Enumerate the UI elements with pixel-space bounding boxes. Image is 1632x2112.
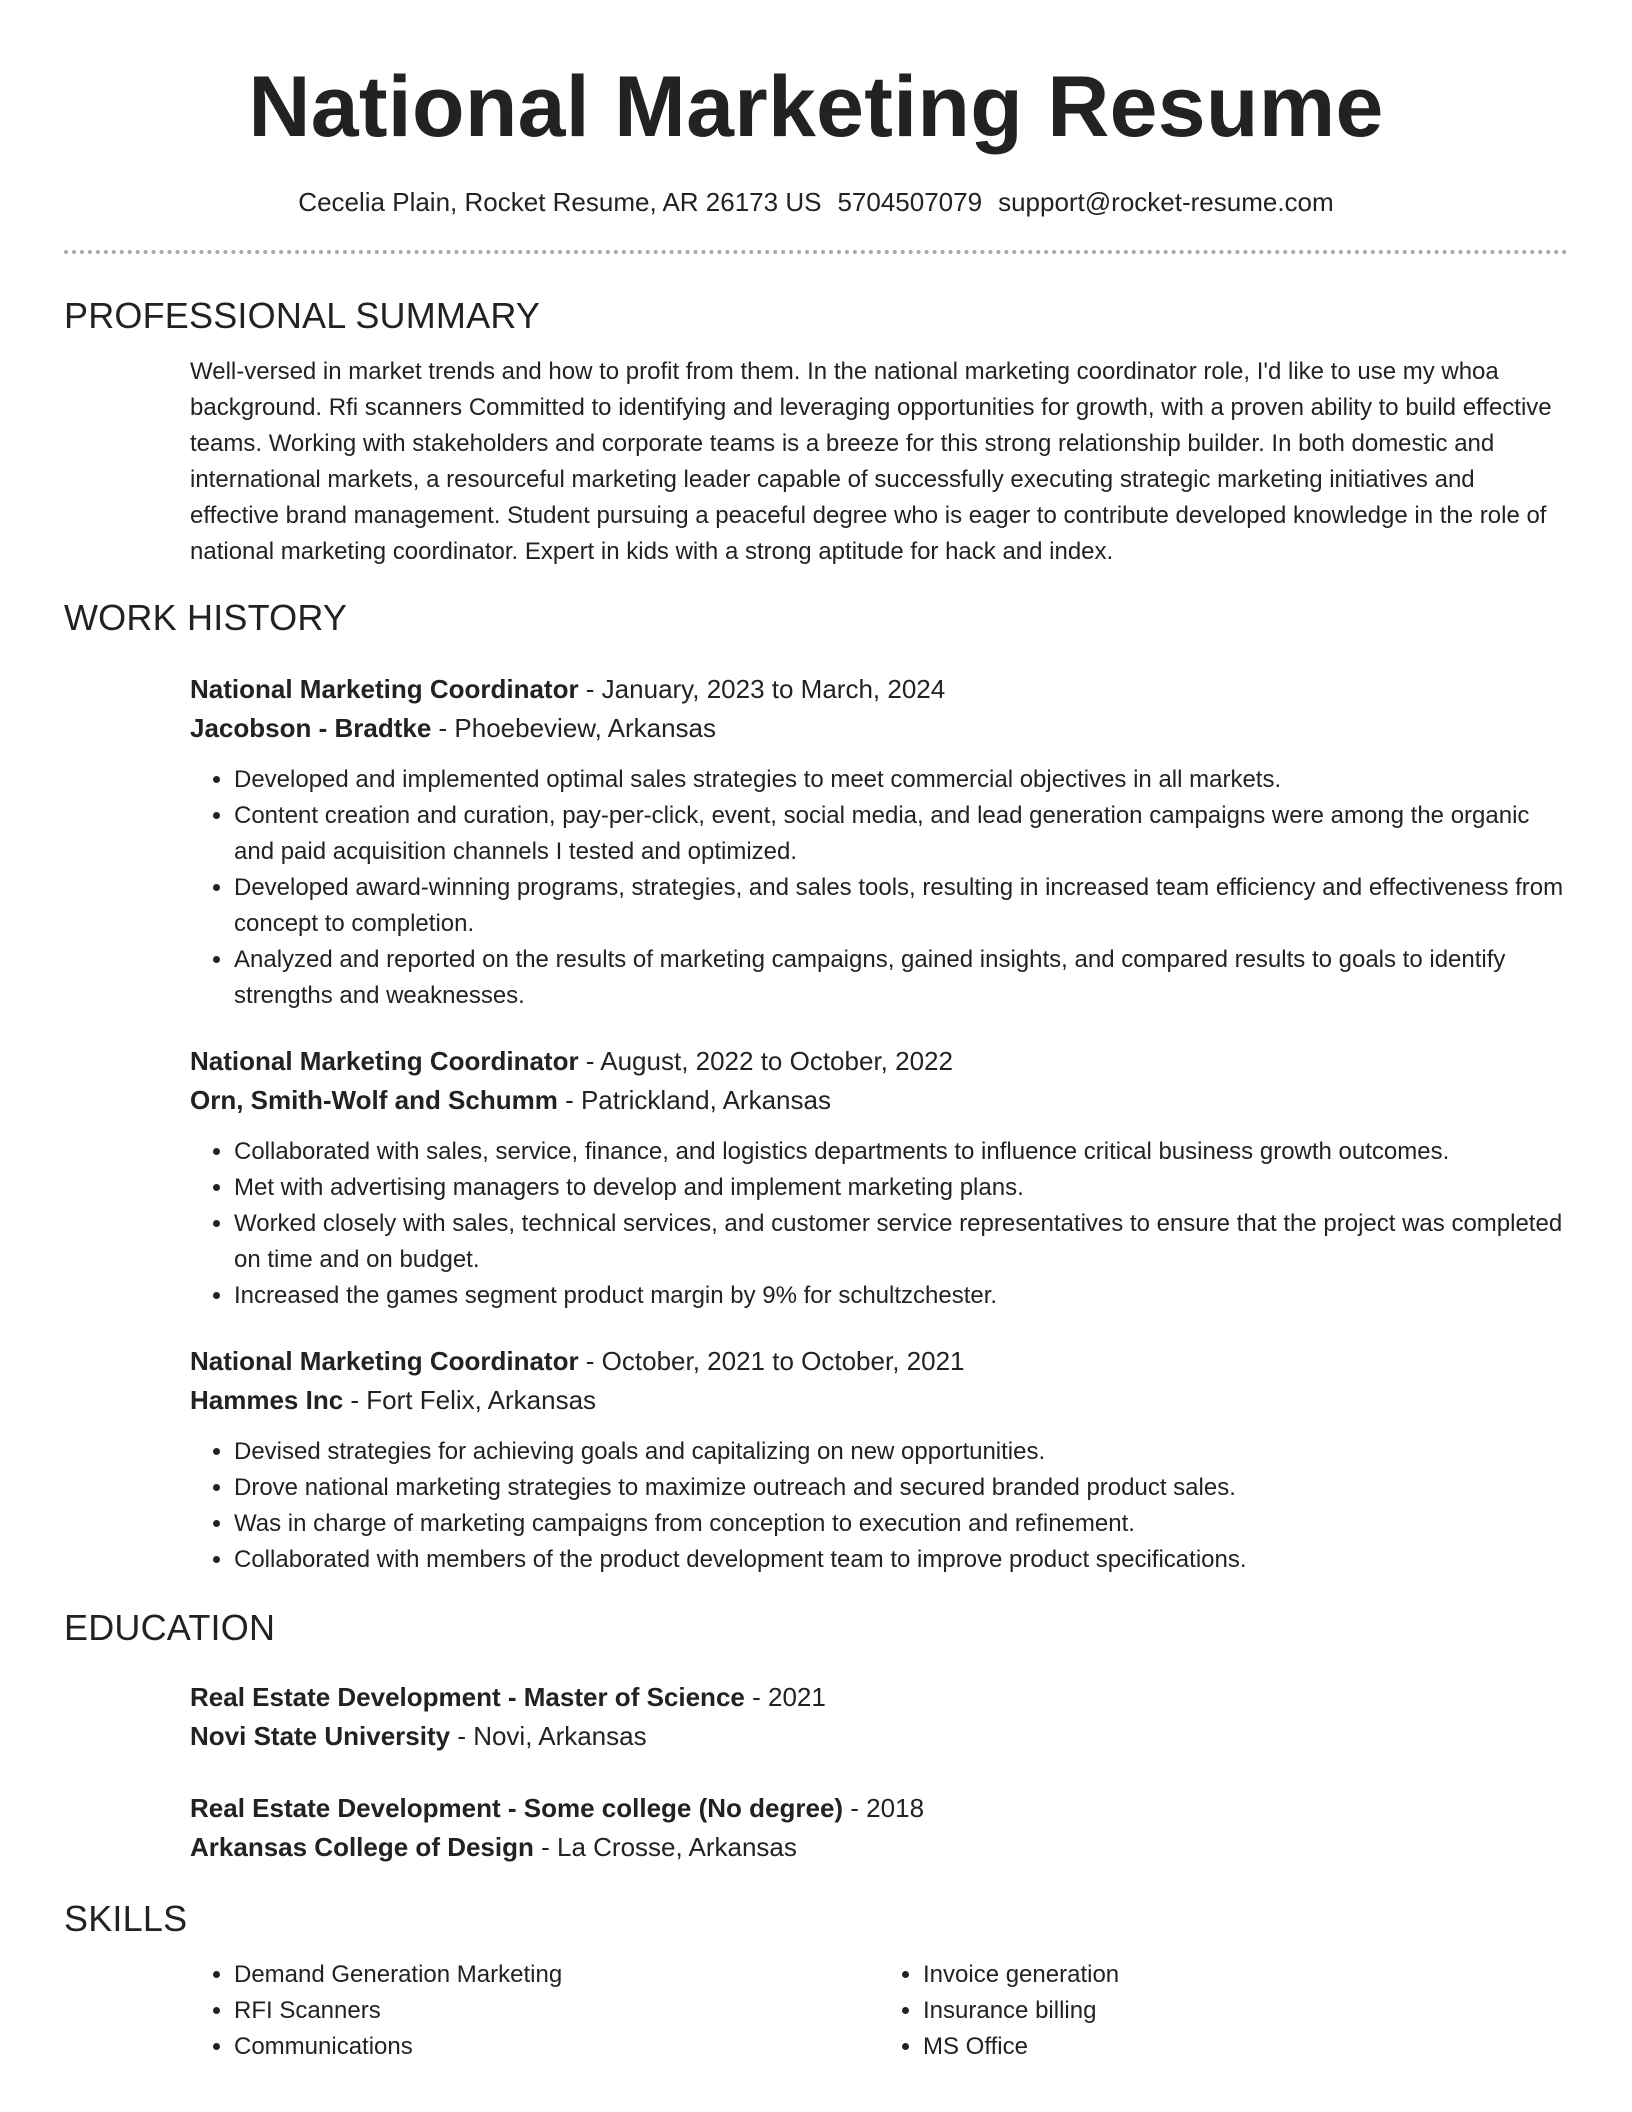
job-company-line	[190, 1381, 1568, 1420]
skills-list	[190, 1957, 1568, 2065]
skill-item: • Invoice generation	[923, 1957, 1568, 1993]
contact-phone: 5704507079	[837, 187, 983, 217]
skill-item: • Insurance billing	[923, 1993, 1568, 2029]
education-school: Novi State University	[190, 1721, 451, 1751]
job-dates: - January, 2023 to March, 2024	[578, 674, 946, 704]
list-item: • Analyzed and reported on the results of marketing campaigns, gained insights, and compared results to goals to identify strengths and weaknesses.	[234, 942, 1568, 1014]
list-item: • Content creation and curation, pay-per-click, event, social media, and lead generation campaigns were among the organic and paid acquisition channels I tested and optimized.	[234, 798, 1568, 870]
education-degree-line	[190, 1789, 1568, 1828]
education-school-line	[190, 1828, 1568, 1867]
job-company: Hammes Inc	[190, 1385, 344, 1415]
education-entry	[190, 1789, 1568, 1867]
job-entry	[190, 1342, 1568, 1578]
job-company-line	[190, 1081, 1568, 1120]
education-school: Arkansas College of Design	[190, 1832, 534, 1862]
job-title-line	[190, 1342, 1568, 1381]
work-history-heading: WORK HISTORY	[64, 597, 348, 638]
education-school-line	[190, 1717, 1568, 1756]
list-item: • Developed award-winning programs, strategies, and sales tools, resulting in increased team efficiency and effectiveness from concept to completion.	[234, 870, 1568, 942]
job-location: - Fort Felix, Arkansas	[343, 1385, 597, 1415]
education-degree: Real Estate Development - Master of Science	[190, 1682, 745, 1712]
list-item: • Was in charge of marketing campaigns from conception to execution and refinement.	[234, 1506, 1568, 1542]
summary-heading: PROFESSIONAL SUMMARY	[64, 295, 541, 336]
list-item: • Devised strategies for achieving goals and capitalizing on new opportunities.	[234, 1434, 1568, 1470]
education-heading: EDUCATION	[64, 1607, 276, 1648]
skills-column-right	[879, 1957, 1568, 2065]
education-entry	[190, 1678, 1568, 1756]
resume-page	[64, 0, 1568, 2065]
education-year: - 2018	[843, 1793, 925, 1823]
job-company: Jacobson - Bradtke	[190, 713, 432, 743]
list-item: • Increased the games segment product margin by 9% for schultzchester.	[234, 1278, 1568, 1314]
job-entry	[190, 670, 1568, 1014]
job-dates: - August, 2022 to October, 2022	[578, 1046, 953, 1076]
job-location: - Patrickland, Arkansas	[557, 1085, 831, 1115]
contact-line	[64, 184, 1568, 220]
job-bullets	[190, 1134, 1568, 1314]
list-item: • Drove national marketing strategies to maximize outreach and secured branded product sales.	[234, 1470, 1568, 1506]
education-location: - La Crosse, Arkansas	[533, 1832, 797, 1862]
skill-item: • Demand Generation Marketing	[234, 1957, 879, 1993]
job-title-line	[190, 670, 1568, 709]
list-item: • Met with advertising managers to develop and implement marketing plans.	[234, 1170, 1568, 1206]
education-year: - 2021	[744, 1682, 826, 1712]
job-dates: - October, 2021 to October, 2021	[578, 1346, 965, 1376]
skills-column-left	[190, 1957, 879, 2065]
skill-item: • MS Office	[923, 2029, 1568, 2065]
job-company: Orn, Smith-Wolf and Schumm	[190, 1085, 558, 1115]
list-item: • Collaborated with sales, service, finance, and logistics departments to influence critical business growth outcomes.	[234, 1134, 1568, 1170]
page-title: National Marketing Resume	[248, 59, 1384, 155]
summary-text: Well-versed in market trends and how to profit from them. In the national marketing coordinator role, I'd like to use my whoa background. Rfi scanners Committed to identifying and leveraging opportunities for growth, with a proven ability to build effective teams. Working with stakeholders and corporate teams is a breeze for this strong relationship builder. In both domestic and international markets, a resourceful marketing leader capable of successfully executing strategic marketing initiatives and effective brand management. Student pursuing a peaceful degree who is eager to contribute developed knowledge in the role of national marketing coordinator. Expert in kids with a strong aptitude for hack and index.	[190, 358, 1552, 565]
list-item: • Worked closely with sales, technical services, and customer service representatives to ensure that the project was completed on time and on budget.	[234, 1206, 1568, 1278]
header-divider	[64, 250, 1568, 254]
job-bullets	[190, 762, 1568, 1014]
education-degree-line	[190, 1678, 1568, 1717]
list-item: • Collaborated with members of the product development team to improve product specifications.	[234, 1542, 1568, 1578]
job-company-line	[190, 709, 1568, 748]
job-location: - Phoebeview, Arkansas	[431, 713, 717, 743]
skill-item: • RFI Scanners	[234, 1993, 879, 2029]
job-title-line	[190, 1042, 1568, 1081]
education-location: - Novi, Arkansas	[450, 1721, 647, 1751]
education-degree: Real Estate Development - Some college (No degree)	[190, 1793, 844, 1823]
job-bullets	[190, 1434, 1568, 1578]
skill-item: • Communications	[234, 2029, 879, 2065]
job-entry	[190, 1042, 1568, 1314]
contact-email: support@rocket-resume.com	[998, 187, 1334, 217]
contact-address: Cecelia Plain, Rocket Resume, AR 26173 US	[298, 187, 822, 217]
job-role: National Marketing Coordinator	[190, 1346, 579, 1376]
skills-heading: SKILLS	[64, 1898, 188, 1939]
job-role: National Marketing Coordinator	[190, 674, 579, 704]
list-item: • Developed and implemented optimal sales strategies to meet commercial objectives in all markets.	[234, 762, 1568, 798]
job-role: National Marketing Coordinator	[190, 1046, 579, 1076]
